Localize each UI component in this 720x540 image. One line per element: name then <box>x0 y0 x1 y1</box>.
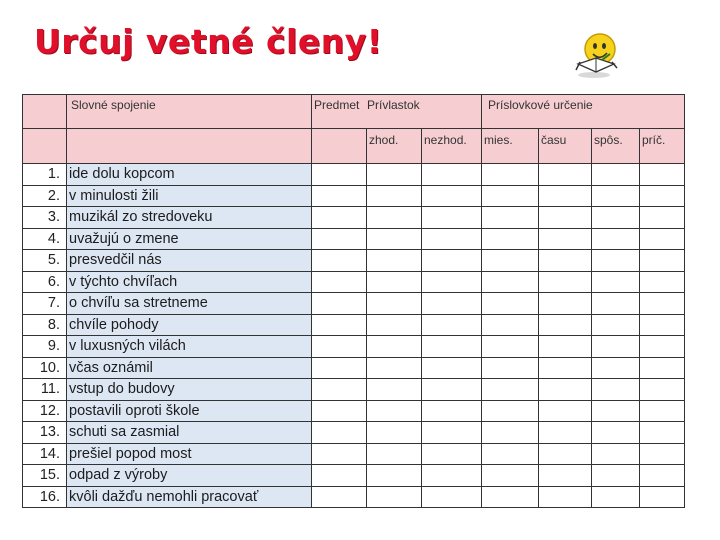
header-nezhod: nezhod. <box>422 129 482 164</box>
header-row-1 <box>23 95 685 129</box>
answer-cell[interactable] <box>640 250 685 272</box>
table-row <box>23 400 685 422</box>
row-number: 16. <box>23 486 67 508</box>
row-phrase: kvôli dažďu nemohli pracovať <box>67 486 312 508</box>
row-phrase: muzikál zo stredoveku <box>67 207 312 229</box>
answer-cell[interactable] <box>312 443 367 465</box>
answer-cell[interactable] <box>367 422 422 444</box>
table-row <box>23 486 685 508</box>
answer-cell[interactable] <box>640 357 685 379</box>
answer-cell[interactable] <box>482 486 539 508</box>
answer-cell[interactable] <box>592 314 640 336</box>
row-number: 2. <box>23 185 67 207</box>
answer-cell[interactable] <box>592 207 640 229</box>
answer-cell[interactable] <box>592 357 640 379</box>
answer-cell[interactable] <box>640 336 685 358</box>
answer-cell[interactable] <box>640 443 685 465</box>
answer-cell[interactable] <box>482 207 539 229</box>
answer-cell[interactable] <box>422 400 482 422</box>
answer-cell[interactable] <box>367 357 422 379</box>
header-num-cell <box>23 129 67 164</box>
answer-cell[interactable] <box>640 293 685 315</box>
answer-cell[interactable] <box>539 164 592 186</box>
answer-cell[interactable] <box>539 379 592 401</box>
answer-cell[interactable] <box>539 486 592 508</box>
answer-cell[interactable] <box>312 293 367 315</box>
answer-cell[interactable] <box>422 164 482 186</box>
answer-cell[interactable] <box>640 228 685 250</box>
table-row <box>23 357 685 379</box>
answer-cell[interactable] <box>539 336 592 358</box>
row-phrase: vstup do budovy <box>67 379 312 401</box>
table-row <box>23 250 685 272</box>
answer-cell[interactable] <box>482 164 539 186</box>
answer-cell[interactable] <box>592 379 640 401</box>
answer-cell[interactable] <box>539 443 592 465</box>
answer-cell[interactable] <box>367 465 422 487</box>
answer-cell[interactable] <box>312 228 367 250</box>
answer-cell[interactable] <box>422 336 482 358</box>
table-row <box>23 228 685 250</box>
answer-cell[interactable] <box>640 400 685 422</box>
answer-cell[interactable] <box>367 400 422 422</box>
row-number: 11. <box>23 379 67 401</box>
row-phrase: v minulosti žili <box>67 185 312 207</box>
parts-of-sentence-table <box>22 94 685 508</box>
answer-cell[interactable] <box>592 443 640 465</box>
answer-cell[interactable] <box>539 293 592 315</box>
answer-cell[interactable] <box>367 486 422 508</box>
answer-cell[interactable] <box>482 357 539 379</box>
answer-cell[interactable] <box>539 400 592 422</box>
row-number: 9. <box>23 336 67 358</box>
answer-cell[interactable] <box>482 422 539 444</box>
answer-cell[interactable] <box>592 293 640 315</box>
table-row <box>23 336 685 358</box>
row-number: 8. <box>23 314 67 336</box>
answer-cell[interactable] <box>422 422 482 444</box>
row-number: 5. <box>23 250 67 272</box>
page-title: Určuj vetné členy! <box>34 22 383 61</box>
header-pric: príč. <box>640 129 685 164</box>
answer-cell[interactable] <box>367 228 422 250</box>
answer-cell[interactable] <box>482 400 539 422</box>
answer-cell[interactable] <box>367 336 422 358</box>
table-row <box>23 271 685 293</box>
answer-cell[interactable] <box>592 336 640 358</box>
answer-cell[interactable] <box>482 271 539 293</box>
row-number: 10. <box>23 357 67 379</box>
answer-cell[interactable] <box>422 271 482 293</box>
answer-cell[interactable] <box>422 293 482 315</box>
answer-cell[interactable] <box>640 422 685 444</box>
answer-cell[interactable] <box>312 207 367 229</box>
answer-cell[interactable] <box>367 250 422 272</box>
answer-cell[interactable] <box>592 400 640 422</box>
row-number: 7. <box>23 293 67 315</box>
answer-cell[interactable] <box>592 185 640 207</box>
table-row <box>23 293 685 315</box>
answer-cell[interactable] <box>640 379 685 401</box>
answer-cell[interactable] <box>539 422 592 444</box>
answer-cell[interactable] <box>367 271 422 293</box>
answer-cell[interactable] <box>312 422 367 444</box>
answer-cell[interactable] <box>592 250 640 272</box>
answer-cell[interactable] <box>539 207 592 229</box>
answer-cell[interactable] <box>482 443 539 465</box>
answer-cell[interactable] <box>367 379 422 401</box>
answer-cell[interactable] <box>592 486 640 508</box>
answer-cell[interactable] <box>640 314 685 336</box>
header-phrase: Slovné spojenie <box>67 95 312 129</box>
answer-cell[interactable] <box>312 164 367 186</box>
answer-cell[interactable] <box>367 314 422 336</box>
row-number: 1. <box>23 164 67 186</box>
row-phrase: odpad z výroby <box>67 465 312 487</box>
row-number: 13. <box>23 422 67 444</box>
answer-cell[interactable] <box>312 357 367 379</box>
answer-cell[interactable] <box>312 314 367 336</box>
answer-cell[interactable] <box>422 228 482 250</box>
row-number: 15. <box>23 465 67 487</box>
table-row <box>23 314 685 336</box>
answer-cell[interactable] <box>592 465 640 487</box>
row-number: 6. <box>23 271 67 293</box>
answer-cell[interactable] <box>367 164 422 186</box>
answer-cell[interactable] <box>422 185 482 207</box>
answer-cell[interactable] <box>640 486 685 508</box>
table-row <box>23 207 685 229</box>
header-zhod: zhod. <box>367 129 422 164</box>
row-phrase: v luxusných vilách <box>67 336 312 358</box>
answer-cell[interactable] <box>640 271 685 293</box>
table-row <box>23 422 685 444</box>
header-privlastok: Prívlastok <box>367 95 482 129</box>
answer-cell[interactable] <box>312 250 367 272</box>
row-number: 12. <box>23 400 67 422</box>
row-number: 4. <box>23 228 67 250</box>
answer-cell[interactable] <box>592 271 640 293</box>
row-phrase: včas oznámil <box>67 357 312 379</box>
answer-cell[interactable] <box>422 314 482 336</box>
answer-cell[interactable] <box>422 357 482 379</box>
answer-cell[interactable] <box>482 293 539 315</box>
answer-cell[interactable] <box>592 228 640 250</box>
answer-cell[interactable] <box>482 465 539 487</box>
row-number: 3. <box>23 207 67 229</box>
row-phrase: uvažujú o zmene <box>67 228 312 250</box>
answer-cell[interactable] <box>539 185 592 207</box>
table-row <box>23 465 685 487</box>
answer-cell[interactable] <box>312 271 367 293</box>
row-phrase: chvíle pohody <box>67 314 312 336</box>
answer-cell[interactable] <box>422 486 482 508</box>
answer-cell[interactable] <box>640 465 685 487</box>
answer-cell[interactable] <box>482 379 539 401</box>
header-predmet: Predmet <box>312 95 367 129</box>
answer-cell[interactable] <box>592 422 640 444</box>
answer-cell[interactable] <box>422 207 482 229</box>
answer-cell[interactable] <box>422 379 482 401</box>
header-prislovkove: Príslovkové určenie <box>482 95 685 129</box>
answer-cell[interactable] <box>312 336 367 358</box>
answer-cell[interactable] <box>312 465 367 487</box>
table-row <box>23 185 685 207</box>
header-spos: spôs. <box>592 129 640 164</box>
answer-cell[interactable] <box>482 228 539 250</box>
answer-cell[interactable] <box>640 207 685 229</box>
row-phrase: presvedčil nás <box>67 250 312 272</box>
header-mies: mies. <box>482 129 539 164</box>
answer-cell[interactable] <box>367 443 422 465</box>
answer-cell[interactable] <box>367 185 422 207</box>
answer-cell[interactable] <box>539 314 592 336</box>
answer-cell[interactable] <box>539 271 592 293</box>
answer-cell[interactable] <box>367 293 422 315</box>
answer-cell[interactable] <box>539 465 592 487</box>
header-phrase-empty <box>67 129 312 164</box>
answer-cell[interactable] <box>640 164 685 186</box>
row-phrase: o chvíľu sa stretneme <box>67 293 312 315</box>
answer-cell[interactable] <box>312 379 367 401</box>
answer-cell[interactable] <box>422 250 482 272</box>
answer-cell[interactable] <box>312 185 367 207</box>
row-phrase: prešiel popod most <box>67 443 312 465</box>
answer-cell[interactable] <box>422 465 482 487</box>
header-num-cell <box>23 95 67 129</box>
answer-cell[interactable] <box>482 314 539 336</box>
answer-cell[interactable] <box>422 443 482 465</box>
table-row <box>23 379 685 401</box>
answer-cell[interactable] <box>312 400 367 422</box>
answer-cell[interactable] <box>539 250 592 272</box>
answer-cell[interactable] <box>539 228 592 250</box>
answer-cell[interactable] <box>482 185 539 207</box>
header-predmet-empty <box>312 129 367 164</box>
answer-cell[interactable] <box>482 336 539 358</box>
answer-cell[interactable] <box>312 486 367 508</box>
row-phrase: postavili oproti škole <box>67 400 312 422</box>
answer-cell[interactable] <box>539 357 592 379</box>
table-row <box>23 443 685 465</box>
header-casu: času <box>539 129 592 164</box>
row-number: 14. <box>23 443 67 465</box>
row-phrase: ide dolu kopcom <box>67 164 312 186</box>
answer-cell[interactable] <box>592 164 640 186</box>
table-row <box>23 164 685 186</box>
smiley-reading-icon <box>572 30 622 80</box>
row-phrase: v týchto chvíľach <box>67 271 312 293</box>
answer-cell[interactable] <box>640 185 685 207</box>
row-phrase: schuti sa zasmial <box>67 422 312 444</box>
answer-cell[interactable] <box>482 250 539 272</box>
answer-cell[interactable] <box>367 207 422 229</box>
header-row-2 <box>23 129 685 164</box>
